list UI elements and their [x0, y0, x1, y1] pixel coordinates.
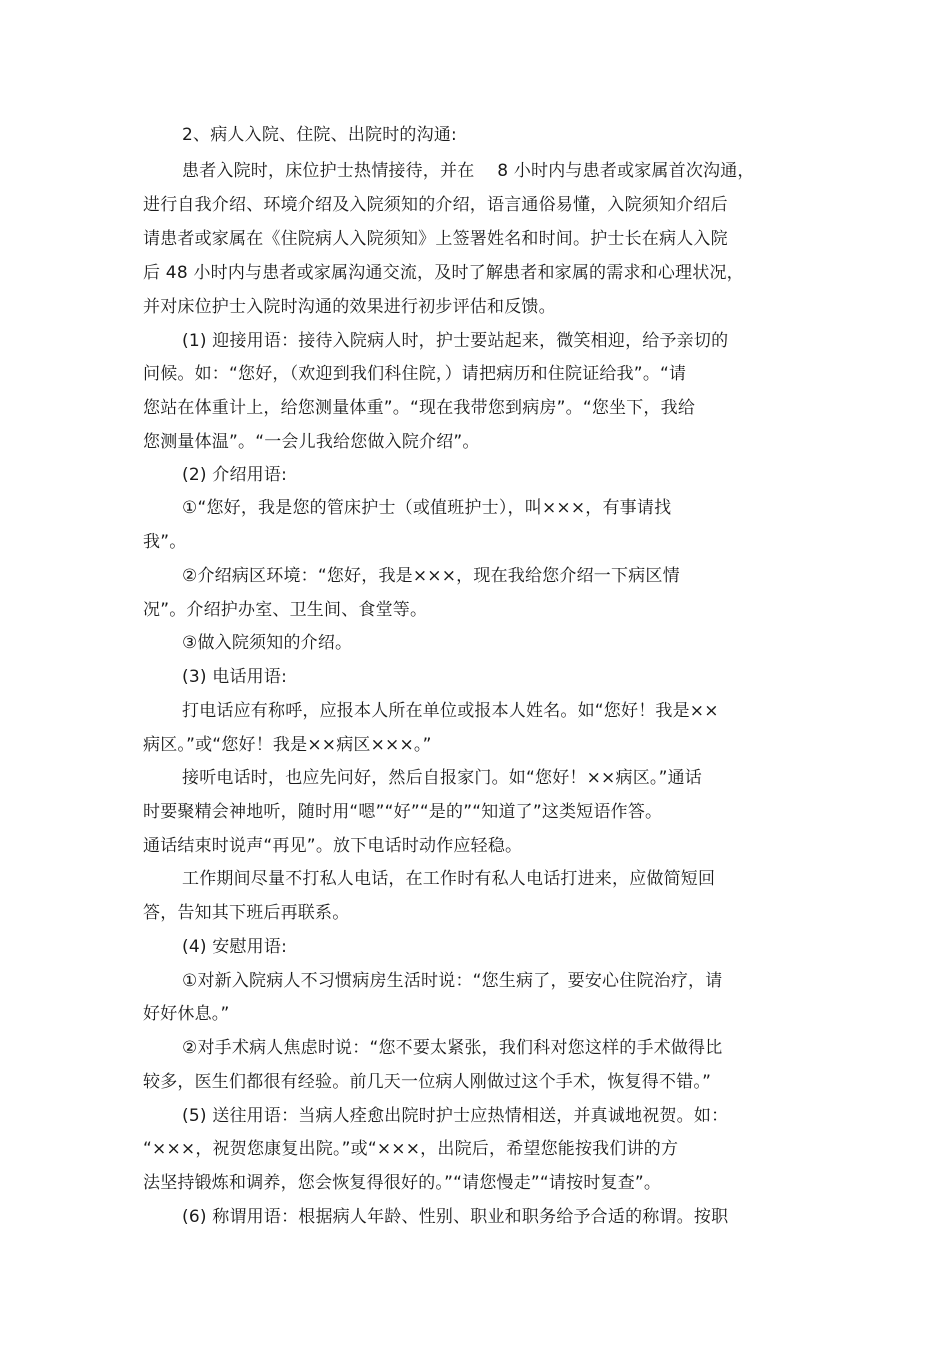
paragraph-line: 况”。介绍护办室、卫生间、食堂等。: [143, 600, 428, 620]
paragraph-line: 请患者或家属在《住院病人入院须知》上签署姓名和时间。护士长在病人入院: [143, 229, 728, 249]
paragraph-line: ①对新入院病人不习惯病房生活时说：“您生病了，要安心住院治疗，请: [182, 971, 723, 991]
paragraph-line: (5) 送往用语：当病人痊愈出院时护士应热情相送，并真诚地祝贺。如：: [182, 1106, 729, 1126]
paragraph-line: 打电话应有称呼，应报本人所在单位或报本人姓名。如“您好！我是××: [182, 701, 719, 721]
paragraph-line: 时要聚精会神地听，随时用“嗯”“好”“是的”“知道了”这类短语作答。: [143, 802, 663, 822]
subsection-heading: (4) 安慰用语:: [182, 937, 288, 957]
paragraph-line: 您站在体重计上，给您测量体重”。“现在我带您到病房”。“您坐下，我给: [143, 398, 696, 418]
paragraph-line: (1) 迎接用语：接待入院病人时，护士要站起来，微笑相迎，给予亲切的: [182, 331, 729, 351]
paragraph-line: 问候。如：“您好，（欢迎到我们科住院，）请把病历和住院证给我”。“请: [143, 364, 687, 384]
paragraph-line: 并对床位护士入院时沟通的效果进行初步评估和反馈。: [143, 297, 556, 317]
paragraph-line: “×××，祝贺您康复出院。”或“×××，出院后，希望您能按我们讲的方: [143, 1139, 679, 1159]
paragraph-line: ①“您好，我是您的管床护士（或值班护士），叫×××，有事请找: [182, 498, 672, 518]
paragraph-line: 好好休息。”: [143, 1004, 230, 1024]
paragraph-line: 接听电话时，也应先问好，然后自报家门。如“您好！××病区。”通话: [182, 768, 703, 788]
paragraph-line: 我”。: [143, 532, 187, 552]
paragraph-line: 法坚持锻炼和调养，您会恢复得很好的。”“请您慢走”“请按时复查”。: [143, 1173, 662, 1193]
paragraph-line: ③做入院须知的介绍。: [182, 633, 353, 653]
subsection-heading: (2) 介绍用语:: [182, 465, 288, 485]
paragraph-line: 工作期间尽量不打私人电话，在工作时有私人电话打进来，应做简短回: [182, 869, 716, 889]
paragraph-line: (6) 称谓用语：根据病人年龄、性别、职业和职务给予合适的称谓。按职: [182, 1207, 729, 1227]
paragraph-line: 病区。”或“您好！我是××病区×××。”: [143, 735, 432, 755]
paragraph-line: ②介绍病区环境：“您好，我是×××，现在我给您介绍一下病区情: [182, 566, 680, 586]
paragraph-line: 答，告知其下班后再联系。: [143, 903, 350, 923]
paragraph-line: 患者入院时，床位护士热情接待，并在 8 小时内与患者或家属首次沟通，: [182, 161, 755, 181]
paragraph-line: 通话结束时说声“再见”。放下电话时动作应轻稳。: [143, 836, 523, 856]
paragraph-line: 较多，医生们都很有经验。前几天一位病人刚做过这个手术，恢复得不错。”: [143, 1072, 712, 1092]
subsection-heading: (3) 电话用语:: [182, 667, 288, 687]
paragraph-line: 进行自我介绍、环境介绍及入院须知的介绍，语言通俗易懂，入院须知介绍后: [143, 195, 728, 215]
section-heading: 2、病人入院、住院、出院时的沟通:: [182, 125, 457, 145]
paragraph-line: 后 48 小时内与患者或家属沟通交流，及时了解患者和家属的需求和心理状况，: [143, 263, 744, 283]
paragraph-line: 您测量体温”。“一会儿我给您做入院介绍”。: [143, 432, 480, 452]
paragraph-line: ②对手术病人焦虑时说：“您不要太紧张，我们科对您这样的手术做得比: [182, 1038, 723, 1058]
